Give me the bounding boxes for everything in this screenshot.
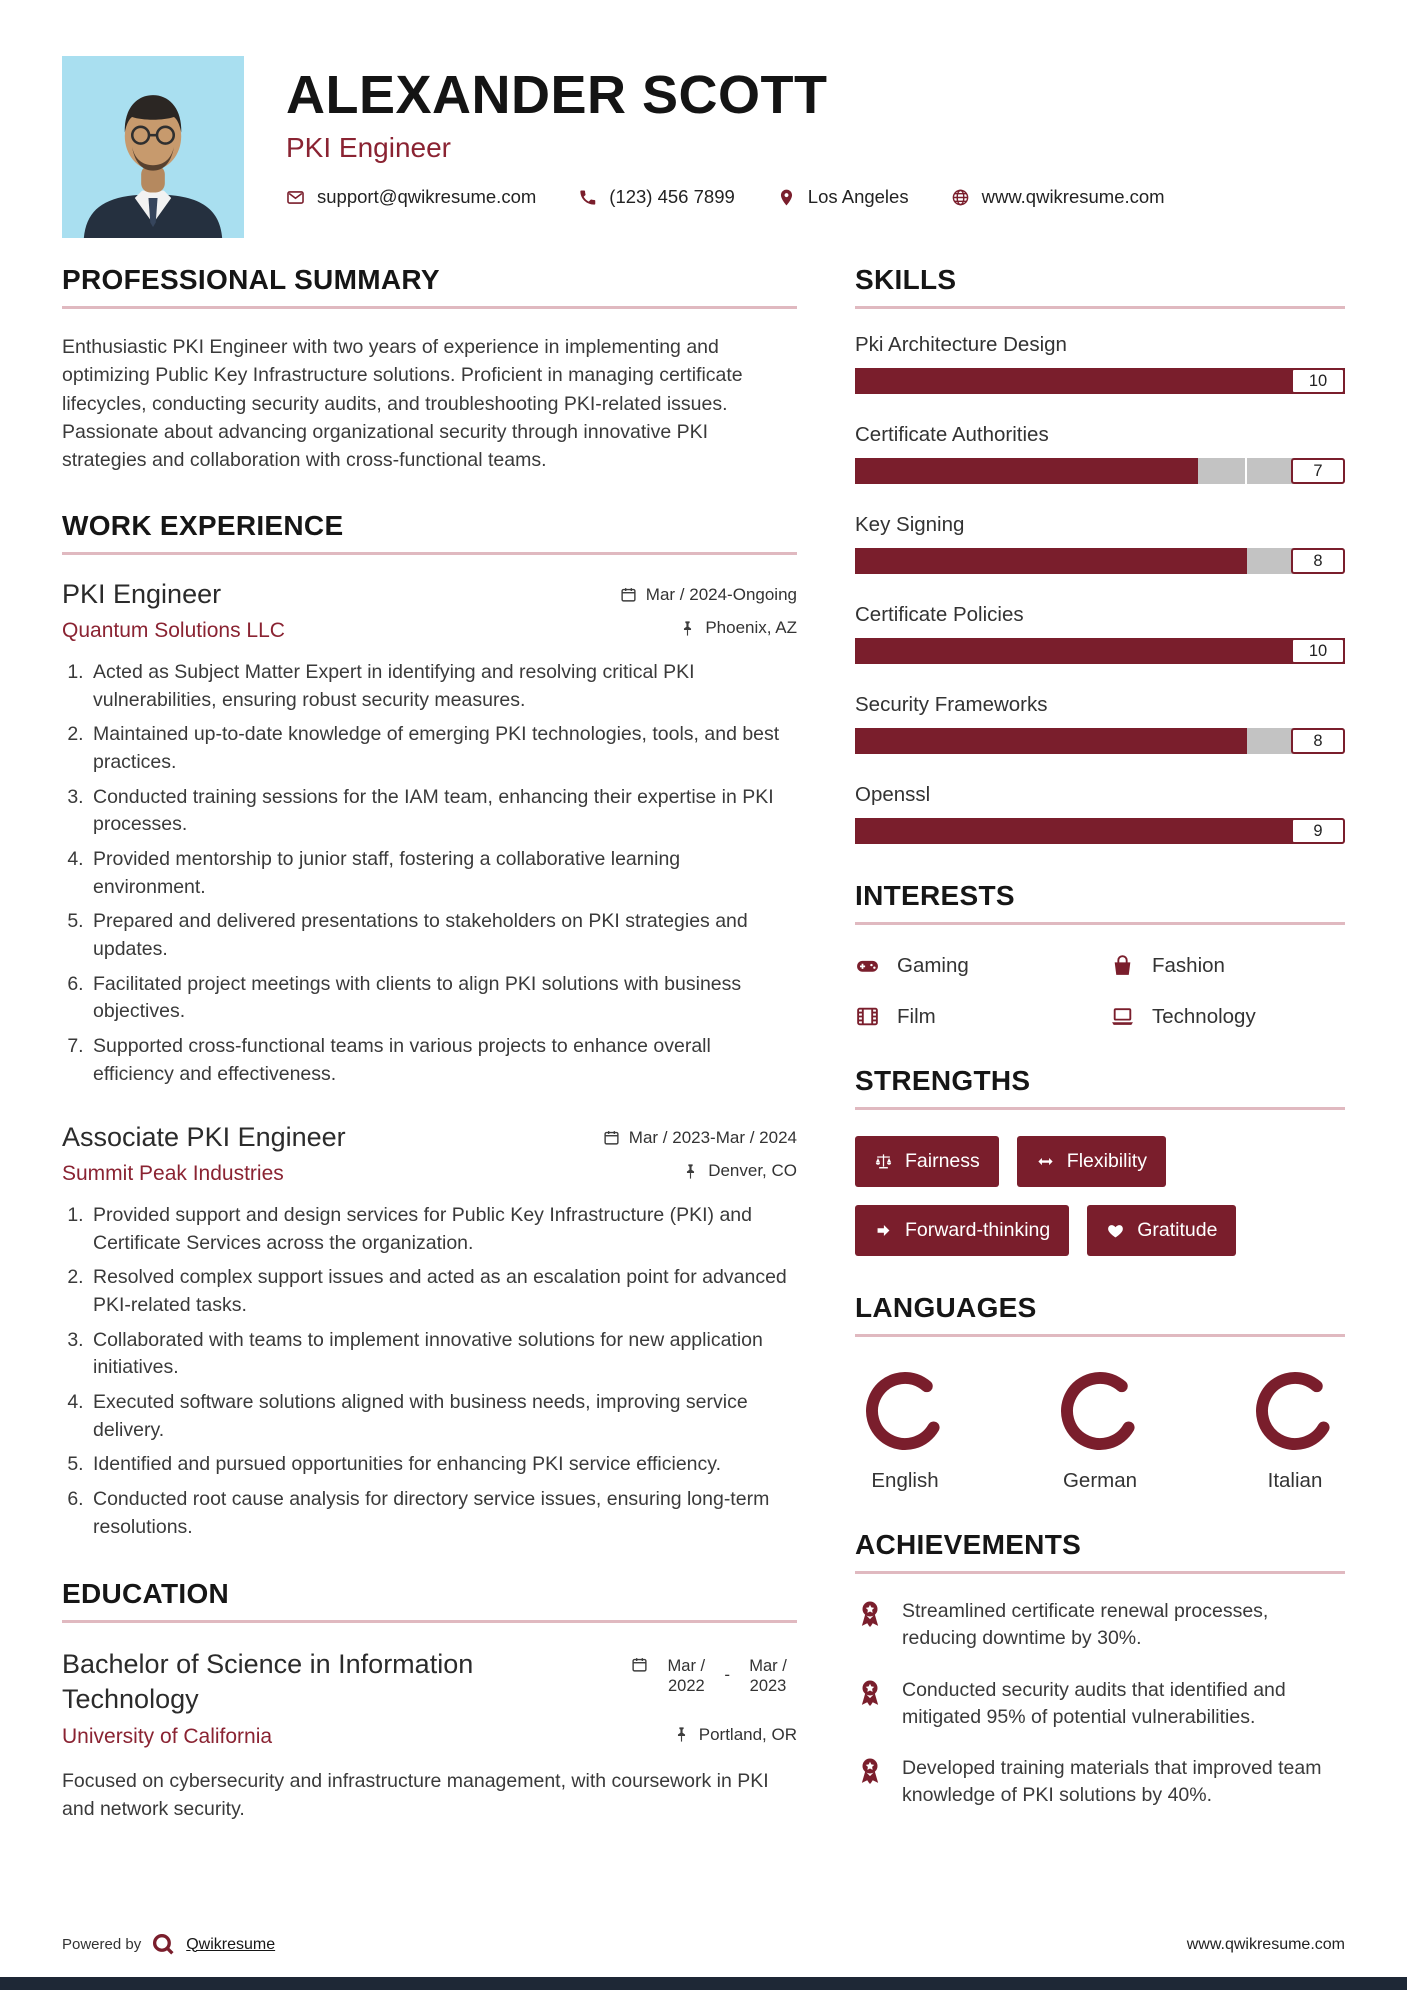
job-title: Associate PKI Engineer <box>62 1122 346 1153</box>
section-education <box>62 1578 797 1824</box>
language-item <box>863 1369 947 1493</box>
skill-item <box>855 423 1345 484</box>
education-date <box>631 1656 797 1697</box>
scales-icon <box>874 1152 893 1171</box>
skill-score: 8 <box>1291 728 1345 754</box>
interest-label: Fashion <box>1152 953 1225 977</box>
skill-bar-fill <box>855 728 1247 754</box>
achievement-text: Streamlined certificate renewal processes, reducing downtime by 30%. <box>902 1600 1269 1650</box>
film-icon <box>855 1004 880 1029</box>
contact-text: support@qwikresume.com <box>317 186 537 207</box>
achievement-item <box>855 1677 1345 1732</box>
job-bullet: 4. Executed software solutions aligned with business needs, improving service delivery. <box>89 1389 797 1444</box>
skill-score: 7 <box>1291 458 1345 484</box>
education-date-separator: - <box>724 1664 730 1684</box>
company-name: Summit Peak Industries <box>62 1161 284 1185</box>
section-divider <box>855 1107 1345 1110</box>
education-description: Focused on cybersecurity and infrastructure management, with coursework in PKI and network security. <box>62 1770 769 1821</box>
interests-list <box>855 949 1345 1029</box>
education-location-text: Portland, OR <box>698 1724 797 1744</box>
skill-bar <box>855 368 1345 394</box>
job-bullet: 3. Collaborated with teams to implement innovative solutions for new application initiatives. <box>89 1327 797 1382</box>
job-date <box>603 1128 797 1148</box>
skill-bar-fill <box>855 458 1198 484</box>
contact-text: (123) 456 7899 <box>609 186 735 207</box>
language-donut <box>1058 1369 1142 1453</box>
strength-badge <box>1017 1136 1166 1187</box>
interest-item <box>1110 1004 1345 1029</box>
section-professional-summary <box>62 264 797 474</box>
calendar-icon <box>603 1129 620 1146</box>
footer-website-link[interactable]: www.qwikresume.com <box>1186 1935 1345 1953</box>
language-donut <box>1253 1369 1337 1453</box>
achievement-item <box>855 1598 1345 1653</box>
right-column <box>855 264 1345 1916</box>
interest-label: Film <box>897 1004 936 1028</box>
strength-badge <box>1087 1205 1236 1256</box>
education-date-end: Mar / 2023 <box>749 1656 787 1696</box>
qwikresume-logo-icon <box>151 1932 176 1957</box>
strengths-list <box>855 1134 1345 1256</box>
section-interests <box>855 880 1345 1029</box>
skill-score: 10 <box>1291 638 1345 664</box>
job-date <box>620 585 797 605</box>
achievement-text: Conducted security audits that identified and mitigated 95% of potential vulnerabilities. <box>902 1678 1286 1728</box>
language-item <box>1253 1369 1337 1493</box>
section-divider <box>62 552 797 555</box>
contact-text: www.qwikresume.com <box>981 186 1165 207</box>
section-divider <box>62 306 797 309</box>
skill-bar <box>855 458 1345 484</box>
education-date-start: Mar / 2022 <box>667 1656 706 1696</box>
achievement-text: Developed training materials that improved team knowledge of PKI solutions by 40%. <box>902 1757 1322 1807</box>
gamepad-icon <box>855 953 880 978</box>
section-divider <box>855 306 1345 309</box>
arrow-icon <box>874 1221 893 1240</box>
skill-bar-fill <box>855 638 1345 664</box>
job-location <box>682 1161 797 1181</box>
languages-list <box>855 1361 1345 1493</box>
job-location <box>679 618 797 638</box>
contact-list <box>286 186 1165 208</box>
job-bullet: 6. Conducted root cause analysis for directory service issues, ensuring long-term resolutions. <box>89 1486 797 1541</box>
interest-label: Gaming <box>897 953 969 977</box>
header <box>62 56 1345 238</box>
skill-bar <box>855 548 1345 574</box>
language-label: German <box>1062 1469 1138 1492</box>
skill-bar <box>855 728 1345 754</box>
education-heading: EDUCATION <box>62 1577 230 1609</box>
job-bullet: 5. Prepared and delivered presentations to stakeholders on PKI strategies and updates. <box>89 908 797 963</box>
achievements-heading: ACHIEVEMENTS <box>855 1529 1082 1560</box>
skill-score: 9 <box>1291 818 1345 844</box>
education-location <box>673 1725 797 1745</box>
achievement-item <box>855 1755 1345 1810</box>
strength-label: Gratitude <box>1137 1219 1218 1241</box>
section-divider <box>855 922 1345 925</box>
section-skills <box>855 264 1345 844</box>
section-divider <box>62 1620 797 1623</box>
language-label: English <box>871 1469 939 1492</box>
job-date-text: Mar / 2024-Ongoing <box>645 584 797 604</box>
skills-list <box>855 333 1345 844</box>
skill-score: 10 <box>1291 368 1345 394</box>
languages-heading: LANGUAGES <box>855 1292 1037 1323</box>
degree: Bachelor of Science in Information Technology <box>62 1648 474 1714</box>
pin-icon <box>679 620 696 637</box>
summary-heading: PROFESSIONAL SUMMARY <box>62 264 440 295</box>
job-bullets <box>62 1202 797 1542</box>
skills-heading: SKILLS <box>855 264 957 295</box>
job-bullet: 7. Supported cross-functional teams in various projects to enhance overall efficiency and effectiveness. <box>89 1033 797 1088</box>
phone-icon <box>578 188 597 207</box>
skill-item <box>855 513 1345 574</box>
heart-icon <box>1106 1221 1125 1240</box>
strength-label: Forward-thinking <box>905 1219 1051 1241</box>
language-label: Italian <box>1267 1469 1323 1492</box>
experience-heading: WORK EXPERIENCE <box>62 510 344 542</box>
flexibility-icon <box>1036 1152 1055 1171</box>
interest-label: Technology <box>1152 1004 1256 1028</box>
headline-job-title: PKI Engineer <box>286 132 451 163</box>
pin-icon <box>673 1726 690 1743</box>
medal-icon <box>855 1599 885 1634</box>
fashion-icon <box>1110 953 1135 978</box>
medal-icon <box>855 1678 885 1713</box>
job-bullet: 2. Maintained up-to-date knowledge of emerging PKI technologies, tools, and best practices. <box>89 721 797 776</box>
section-languages <box>855 1292 1345 1493</box>
job-bullet: 5. Identified and pursued opportunities for enhancing PKI service efficiency. <box>89 1451 797 1479</box>
skill-bar <box>855 638 1345 664</box>
section-strengths <box>855 1065 1345 1256</box>
skill-item <box>855 693 1345 754</box>
calendar-icon <box>631 1656 648 1673</box>
strength-label: Flexibility <box>1066 1150 1147 1172</box>
powered-by <box>62 1932 275 1957</box>
skill-name: Key Signing <box>855 513 965 536</box>
job-location-text: Phoenix, AZ <box>705 618 797 638</box>
skill-name: Pki Architecture Design <box>855 333 1067 356</box>
qwikresume-link[interactable]: Qwikresume <box>186 1935 276 1953</box>
powered-by-label: Powered by <box>62 1936 142 1953</box>
technology-icon <box>1110 1004 1135 1029</box>
globe-icon <box>951 188 970 207</box>
job-entry <box>62 579 797 1088</box>
medal-icon <box>855 1756 885 1791</box>
language-item <box>1058 1369 1142 1493</box>
section-achievements <box>855 1529 1345 1810</box>
job-bullet: 3. Conducted training sessions for the IAM team, enhancing their expertise in PKI processes. <box>89 784 797 839</box>
interest-item <box>1110 953 1345 978</box>
profile-photo <box>62 56 244 238</box>
strength-label: Fairness <box>905 1150 980 1172</box>
interest-item <box>855 953 1090 978</box>
interest-item <box>855 1004 1090 1029</box>
skill-item <box>855 603 1345 664</box>
calendar-icon <box>620 586 637 603</box>
skill-bar-fill <box>855 368 1345 394</box>
skill-bar-fill <box>855 818 1296 844</box>
columns <box>62 264 1345 1916</box>
job-bullets <box>62 659 797 1089</box>
skill-bar-fill <box>855 548 1247 574</box>
skill-score: 8 <box>1291 548 1345 574</box>
school-name: University of California <box>62 1725 273 1749</box>
achievements-list <box>855 1598 1345 1810</box>
contact-item[interactable] <box>777 186 909 208</box>
skill-name: Certificate Authorities <box>855 423 1049 446</box>
job-title: PKI Engineer <box>62 579 222 610</box>
email-icon <box>286 188 305 207</box>
skill-item <box>855 333 1345 394</box>
contact-text: Los Angeles <box>807 186 909 207</box>
job-bullet: 1. Provided support and design services for Public Key Infrastructure (PKI) and Certificate Services across the organization. <box>89 1202 797 1257</box>
bottom-bar <box>0 1977 1407 1990</box>
section-divider <box>855 1334 1345 1337</box>
strengths-heading: STRENGTHS <box>855 1065 1031 1096</box>
strength-badge <box>855 1205 1069 1256</box>
skill-name: Openssl <box>855 783 931 806</box>
contact-item[interactable] <box>951 186 1165 208</box>
skill-item <box>855 783 1345 844</box>
header-info <box>286 56 1165 208</box>
section-divider <box>855 1571 1345 1574</box>
name: ALEXANDER SCOTT <box>286 65 828 125</box>
location-icon <box>777 188 796 207</box>
job-bullet: 6. Facilitated project meetings with clients to align PKI solutions with business objectives. <box>89 971 797 1026</box>
strength-badge <box>855 1136 999 1187</box>
job-entry <box>62 1122 797 1541</box>
profile-photo-image <box>62 56 244 238</box>
footer <box>62 1916 1345 1977</box>
contact-item[interactable] <box>578 186 735 208</box>
summary-text: Enthusiastic PKI Engineer with two years of experience in implementing and optimizing Public Key Infrastructure solutions. Proficient in managing certificate lifecycles, conducting security audits, and troubleshooting PKI-related issues. Passionate about advancing organizational security through innovative PKI strategies and collaboration with cross-functional teams. <box>62 336 743 472</box>
skill-bar <box>855 818 1345 844</box>
pin-icon <box>682 1163 699 1180</box>
language-donut <box>863 1369 947 1453</box>
job-bullet: 4. Provided mentorship to junior staff, fostering a collaborative learning environment. <box>89 846 797 901</box>
job-date-text: Mar / 2023-Mar / 2024 <box>628 1127 797 1147</box>
contact-item[interactable] <box>286 186 536 208</box>
job-bullet: 2. Resolved complex support issues and acted as an escalation point for advanced PKI-related tasks. <box>89 1264 797 1319</box>
company-name: Quantum Solutions LLC <box>62 618 285 642</box>
skill-name: Security Frameworks <box>855 693 1048 716</box>
skill-name: Certificate Policies <box>855 603 1024 626</box>
left-column <box>62 264 797 1916</box>
job-bullet: 1. Acted as Subject Matter Expert in identifying and resolving critical PKI vulnerabilities, ensuring robust security measures. <box>89 659 797 714</box>
interests-heading: INTERESTS <box>855 880 1015 911</box>
job-location-text: Denver, CO <box>708 1161 797 1181</box>
section-work-experience <box>62 510 797 1541</box>
